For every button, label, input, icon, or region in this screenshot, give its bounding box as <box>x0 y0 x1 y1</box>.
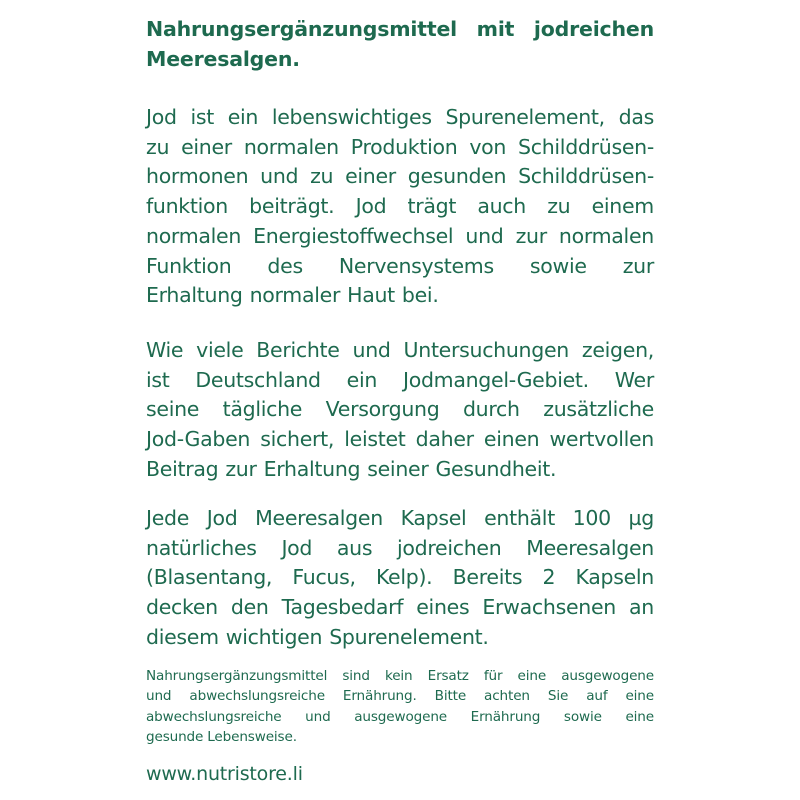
word: Sie <box>547 688 569 705</box>
word: zusätzliche <box>543 397 654 422</box>
word: Spurenelement, <box>445 105 605 129</box>
paragraph-line <box>146 103 654 133</box>
paragraph-line <box>146 455 654 485</box>
word: ein <box>346 367 378 392</box>
note-line <box>146 686 654 706</box>
word: gesunde <box>146 728 204 745</box>
word: und <box>465 223 504 248</box>
word: eine <box>517 668 547 684</box>
word: zur <box>622 253 654 278</box>
word: achten <box>484 688 530 705</box>
word: lebenswichtiges <box>271 105 432 129</box>
word: bei. <box>401 283 439 308</box>
word: ausgewogene <box>561 668 654 684</box>
title-line <box>146 14 654 44</box>
word: Erhaltung <box>146 283 243 308</box>
word: Spurenelement. <box>329 624 489 649</box>
word: eine <box>625 688 654 705</box>
word: abwechslungsreiche <box>146 708 282 725</box>
word: den <box>230 595 269 620</box>
word: zeigen, <box>581 338 654 362</box>
word: Jede <box>146 506 190 530</box>
word: ist <box>190 105 214 129</box>
word: Deutschland <box>195 367 321 392</box>
paragraph-line <box>146 534 654 564</box>
word: Beitrag <box>146 456 219 481</box>
word: normalen <box>558 223 654 248</box>
word: von <box>469 134 507 159</box>
paragraph-line <box>146 563 654 593</box>
paragraph-line <box>146 133 654 163</box>
word: kein <box>384 668 413 684</box>
word: Energiestoffwechsel <box>253 223 454 248</box>
title-line <box>146 44 654 74</box>
word: Gesundheit. <box>435 456 557 481</box>
word: sowie <box>563 708 602 725</box>
word: Versorgung <box>325 397 440 422</box>
word: Haut <box>347 283 395 308</box>
word: eine <box>625 708 654 725</box>
word: natürliches <box>146 535 257 560</box>
paragraph-line <box>146 366 654 396</box>
note-line <box>146 666 654 686</box>
word: Jod <box>281 535 313 560</box>
word: normalen <box>146 223 242 248</box>
word: tägliche <box>222 397 303 422</box>
word: aus <box>336 535 373 560</box>
word: Jod <box>355 194 387 219</box>
word: ausgewogene <box>354 708 447 725</box>
word: einer <box>345 164 396 189</box>
word: einem <box>591 194 654 219</box>
word: und <box>146 688 172 705</box>
word: und <box>305 708 331 725</box>
word: abwechslungsreiche <box>189 688 325 705</box>
word: daher <box>415 427 474 452</box>
word: sichert, <box>260 427 335 452</box>
paragraph-line <box>146 623 654 653</box>
word: Bitte <box>434 688 467 705</box>
word: und <box>352 338 391 362</box>
disclaimer-note <box>146 666 654 747</box>
word: beiträgt. <box>249 194 335 219</box>
word: Wer <box>614 367 654 392</box>
word: und <box>260 164 299 189</box>
word: Tagesbedarf <box>281 595 404 620</box>
word: Fucus, <box>292 565 356 590</box>
word: zur <box>225 456 257 481</box>
word: normaler <box>249 283 341 308</box>
note-line <box>146 727 654 747</box>
word: einen <box>483 427 540 452</box>
word: zu <box>146 134 170 159</box>
paragraph-line <box>146 504 654 534</box>
word: für <box>483 668 503 684</box>
word: Meeresalgen <box>526 535 654 560</box>
word: auch <box>477 194 526 219</box>
word: sind <box>342 668 370 684</box>
word: 100 <box>572 506 611 530</box>
word: Berichte <box>256 338 340 362</box>
word: Nahrungsergänzungsmittel <box>146 668 328 684</box>
paragraph-iodine-benefits <box>146 103 654 311</box>
word: seine <box>146 397 200 422</box>
page-title <box>146 14 654 74</box>
word: zur <box>515 223 547 248</box>
word: 2 <box>542 565 556 590</box>
word: Kapsel <box>400 506 467 530</box>
paragraph-line <box>146 425 654 455</box>
word: Untersuchungen <box>403 338 569 362</box>
word: Produktion <box>350 134 458 159</box>
word: Schilddrüsen- <box>518 164 654 189</box>
word: jodreichen <box>533 17 654 41</box>
word: eines <box>416 595 470 620</box>
word: durch <box>462 397 520 422</box>
paragraph-line <box>146 162 654 192</box>
word: Jod-Gaben <box>146 427 251 452</box>
word: Funktion <box>146 253 232 278</box>
word: Nervensystems <box>338 253 494 278</box>
word: das <box>618 105 654 129</box>
paragraph-line <box>146 395 654 425</box>
word: Kapseln <box>575 565 654 590</box>
word: Nahrungsergänzungsmittel <box>146 17 457 41</box>
word: trägt <box>407 194 457 219</box>
paragraph-line <box>146 222 654 252</box>
word: Meeresalgen. <box>146 47 300 71</box>
word: Ersatz <box>427 668 469 684</box>
paragraph-line <box>146 281 654 311</box>
word: Jod <box>206 506 238 530</box>
word: µg <box>628 506 654 530</box>
word: Lebensweise. <box>207 728 297 745</box>
word: jodreichen <box>397 535 502 560</box>
word: wichtigen <box>225 624 323 649</box>
word: funktion <box>146 194 228 219</box>
word: sowie <box>529 253 587 278</box>
word: Jodmangel-Gebiet. <box>402 367 589 392</box>
word: Kelp). <box>375 565 433 590</box>
word: viele <box>196 338 244 362</box>
paragraph-line <box>146 192 654 222</box>
word: wertvollen <box>549 427 654 452</box>
word: ist <box>146 367 170 392</box>
word: Erwachsenen <box>482 595 616 620</box>
paragraph-line <box>146 336 654 366</box>
word: (Blasentang, <box>146 565 273 590</box>
paragraph-iodine-deficiency <box>146 336 654 485</box>
word: Jod <box>146 105 177 129</box>
word: zu <box>547 194 571 219</box>
word: auf <box>586 688 608 705</box>
word: Meeresalgen <box>255 506 383 530</box>
website-url: www.nutristore.li <box>146 763 303 785</box>
word: an <box>629 595 654 620</box>
word: des <box>267 253 303 278</box>
word: gesunden <box>407 164 507 189</box>
paragraph-line <box>146 593 654 623</box>
word: normalen <box>243 134 339 159</box>
word: Ernährung <box>470 708 541 725</box>
word: ein <box>227 105 259 129</box>
word: einer <box>181 134 232 159</box>
word: Bereits <box>452 565 523 590</box>
paragraph-line <box>146 252 654 282</box>
word: leistet <box>344 427 406 452</box>
word: Schilddrüsen- <box>518 134 654 159</box>
paragraph-capsule-content <box>146 504 654 653</box>
word: seiner <box>367 456 429 481</box>
word: Ernährung. <box>342 688 417 705</box>
note-line <box>146 707 654 727</box>
word: mit <box>476 17 515 41</box>
word: Erhaltung <box>263 456 361 481</box>
word: decken <box>146 595 218 620</box>
word: enthält <box>484 506 555 530</box>
word: Wie <box>146 338 184 362</box>
word: diesem <box>146 624 219 649</box>
word: hormonen <box>146 164 249 189</box>
word: zu <box>310 164 334 189</box>
